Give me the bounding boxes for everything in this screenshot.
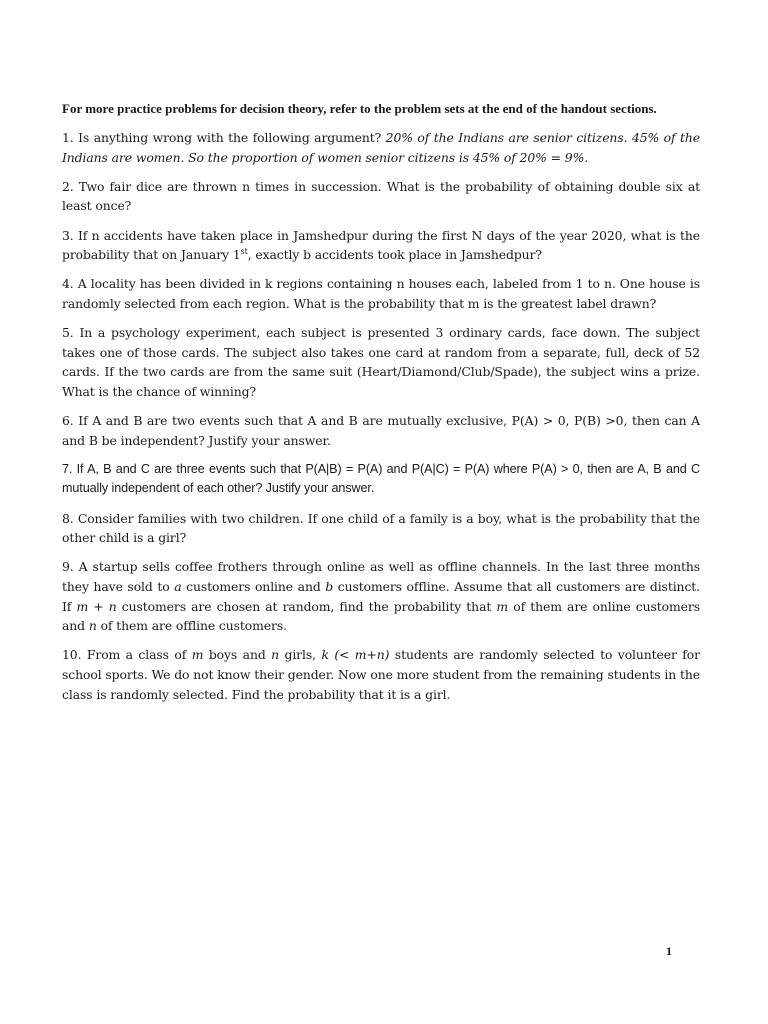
problem-text: If n accidents have taken place in Jamshedpur during the first N days of the year 2020, what is the probability that on January 1	[62, 227, 700, 263]
problem-label: 10.	[62, 647, 82, 663]
problem-1	[62, 128, 700, 167]
problem-2	[62, 177, 700, 216]
problem-label: 4.	[62, 276, 74, 292]
problem-quoted-argument: 20% of the Indians are senior citizens. 45% of the Indians are women. So the proportion of women senior citizens is 45% of 20% = 9%.	[62, 130, 701, 165]
problem-text: A startup sells coffee frothers through online as well as offline channels. In the last three months they have sold to	[62, 559, 701, 595]
problem-text: If A and B are two events such that A and B are mutually exclusive, P(A) > 0, P(B) >0, then can A and B be independent? Justify your answer.	[62, 413, 700, 448]
problem-label: 8.	[62, 510, 74, 526]
problem-text: of them are online customers and	[62, 598, 700, 634]
problem-label: 1.	[62, 130, 74, 145]
math-variable: n	[271, 647, 280, 663]
problem-label: 6.	[62, 413, 74, 429]
math-variable: b	[325, 579, 334, 595]
ordinal-suffix: st	[240, 247, 248, 257]
problem-text: , exactly b accidents took place in Jamshedpur?	[247, 247, 542, 263]
problem-8	[62, 509, 700, 548]
problem-text: students are randomly selected to volunteer for school sports. We do not know their gender. Now one more student from the remaining students in the class is randomly selected. Find the probability that it is a girl.	[62, 647, 700, 702]
problem-3	[62, 226, 700, 265]
problem-text: Consider families with two children. If one child of a family is a boy, what is the probability that the other child is a girl?	[62, 510, 701, 546]
math-variable: m	[191, 647, 204, 663]
problem-text: customers offline. Assume that all customers are distinct. If	[62, 579, 700, 614]
problem-text: boys and	[203, 647, 272, 663]
math-variable: n	[88, 618, 97, 634]
math-variable: m	[496, 598, 509, 614]
problem-5	[62, 323, 700, 401]
problem-text: From a class of	[86, 647, 192, 663]
problem-text: If A, B and C are three events such that P(A|B) = P(A) and P(A|C) = P(A) where P(A) > 0, then are A, B and C mutually independent of each other? Justify your answer.	[62, 461, 700, 496]
math-expression: m + n	[76, 598, 117, 614]
problem-label: 7.	[62, 461, 73, 476]
problem-text: customers are chosen at random, find the probability that	[116, 598, 497, 614]
problem-7	[62, 460, 700, 499]
problem-6	[62, 411, 700, 450]
problem-10	[62, 645, 700, 704]
problem-label: 9.	[62, 559, 74, 575]
math-variable: a	[174, 579, 182, 595]
problem-text: of them are offline customers.	[96, 618, 287, 634]
problem-text: girls,	[279, 647, 322, 663]
document-body	[62, 99, 700, 714]
intro-note: For more practice problems for decision theory, refer to the problem sets at the end of the handout sections.	[62, 101, 657, 116]
problem-text: In a psychology experiment, each subject is presented 3 ordinary cards, face down. The subject takes one of those cards. The subject also takes one card at random from a separate, full, deck of 52 cards. If the two cards are from the same suit (Heart/Diamond/Club/Spade), the subject wins a prize. What is the chance of winning?	[62, 325, 700, 399]
problem-4	[62, 274, 700, 313]
problem-text: A locality has been divided in k regions containing n houses each, labeled from 1 to n. One house is randomly selected from each region. What is the probability that m is the greatest label drawn?	[62, 276, 700, 311]
problem-text: customers online and	[181, 579, 326, 595]
problem-text: Two fair dice are thrown n times in succession. What is the probability of obtaining double six at least once?	[62, 178, 700, 214]
math-expression: k (< m+n)	[321, 647, 390, 663]
problem-label: 2.	[62, 178, 74, 194]
problem-label: 5.	[62, 325, 74, 341]
problem-text: Is anything wrong with the following argument?	[78, 130, 386, 145]
page-number: 1	[666, 944, 672, 958]
problem-label: 3.	[62, 227, 74, 243]
problem-9	[62, 557, 700, 635]
